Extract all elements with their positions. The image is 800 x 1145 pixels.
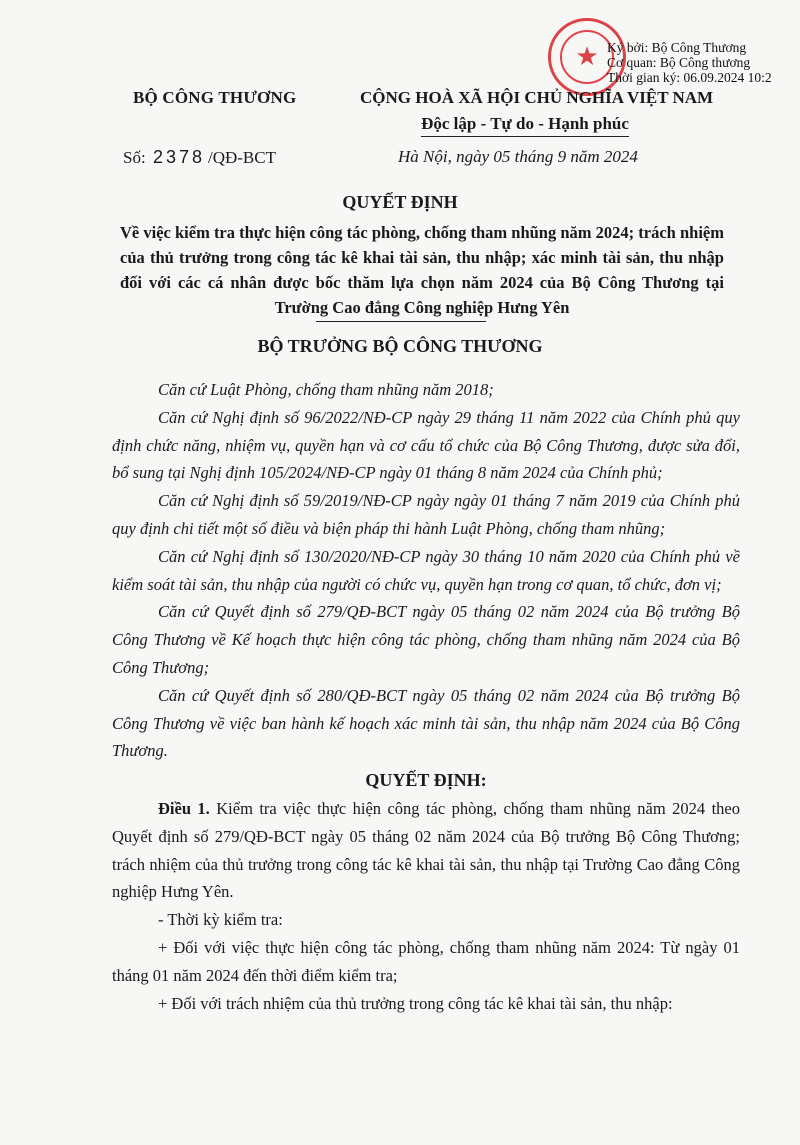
number-suffix: /QĐ-BCT [207, 148, 276, 167]
number-value: 2378 [152, 147, 205, 167]
number-prefix: Số: [123, 148, 146, 167]
document-number [123, 147, 276, 168]
subject-divider [316, 321, 486, 322]
document-title: QUYẾT ĐỊNH [342, 192, 458, 212]
legal-basis: Căn cứ Nghị định số 59/2019/NĐ-CP ngày ngày 01 tháng 7 năm 2019 của Chính phủ quy định chi tiết một số điều và biện pháp thi hành Luật Phòng, chống tham nhũng; [112, 491, 740, 538]
article-item: + Đối với trách nhiệm của thủ trưởng trong công tác kê khai tài sản, thu nhập: [158, 993, 673, 1013]
article-1 [112, 795, 740, 906]
digital-signature-block [607, 40, 800, 85]
signed-by: Ký bởi: Bộ Công Thương [607, 40, 747, 55]
signing-time: Thời gian ký: 06.09.2024 10:2 [607, 70, 772, 85]
legal-basis: Căn cứ Nghị định số 130/2020/NĐ-CP ngày 30 tháng 10 năm 2020 của Chính phủ về kiểm soát tài sản, thu nhập của người có chức vụ, quyền hạn trong cơ quan, tổ chức, đơn vị; [112, 546, 740, 594]
issuing-authority: BỘ TRƯỞNG BỘ CÔNG THƯƠNG [257, 336, 543, 356]
legal-basis: Căn cứ Nghị định số 96/2022/NĐ-CP ngày 29 tháng 11 năm 2022 của Chính phủ quy định chức năng, nhiệm vụ, quyền hạn và cơ cấu tổ chức của Bộ Công Thương, được sửa đổi, bổ sung tại Nghị định 105/2024/NĐ-CP ngày 01 tháng 8 năm 2024 của Chính phủ; [112, 407, 740, 483]
article-1-label: Điều 1. [158, 798, 210, 818]
national-header [360, 88, 714, 137]
legal-basis: Căn cứ Luật Phòng, chống tham nhũng năm 2018; [158, 380, 494, 399]
document-subject: Về việc kiểm tra thực hiện công tác phòng, chống tham nhũng năm 2024; trách nhiệm của thủ trưởng trong công tác kê khai tài sản, thu nhập; xác minh tài sản, thu nhập đối với các cá nhân được bốc thăm lựa chọn năm 2024 của Bộ Công Thương tại Trường Cao đẳng Công nghiệp Hưng Yên [120, 223, 724, 317]
issuing-ministry: BỘ CÔNG THƯƠNG [133, 88, 297, 107]
article-1-text: Kiểm tra việc thực hiện công tác phòng, chống tham nhũng năm 2024 theo Quyết định số 279/QĐ-BCT ngày 05 tháng 02 năm 2024 của Bộ trưởng Bộ Công Thương; trách nhiệm của thủ trưởng trong công tác kê khai tài sản, thu nhập tại Trường Cao đẳng Công nghiệp Hưng Yên. [112, 798, 740, 902]
national-motto: Độc lập - Tự do - Hạnh phúc [421, 114, 629, 137]
nation-name: CỘNG HOÀ XÃ HỘI CHỦ NGHĨA VIỆT NAM [360, 88, 714, 107]
place-date: Hà Nội, ngày 05 tháng 9 năm 2024 [398, 147, 638, 166]
article-item: + Đối với việc thực hiện công tác phòng, chống tham nhũng năm 2024: Từ ngày 01 tháng 01 năm 2024 đến thời điểm kiểm tra; [112, 937, 740, 985]
signing-agency: Cơ quan: Bộ Công thương [607, 55, 751, 70]
article-item: - Thời kỳ kiểm tra: [158, 910, 283, 930]
document-body [112, 376, 740, 1017]
legal-basis: Căn cứ Quyết định số 280/QĐ-BCT ngày 05 tháng 02 năm 2024 của Bộ trưởng Bộ Công Thương về việc ban hành kế hoạch xác minh tài sản, thu nhập năm 2024 của Bộ Công Thương. [112, 685, 740, 761]
decision-heading: QUYẾT ĐỊNH: [365, 770, 487, 791]
legal-basis: Căn cứ Quyết định số 279/QĐ-BCT ngày 05 tháng 02 năm 2024 của Bộ trưởng Bộ Công Thương về Kế hoạch thực hiện công tác phòng, chống tham nhũng năm 2024 của Bộ Công Thương; [112, 602, 740, 677]
seal-star-icon: ★ [560, 30, 614, 84]
